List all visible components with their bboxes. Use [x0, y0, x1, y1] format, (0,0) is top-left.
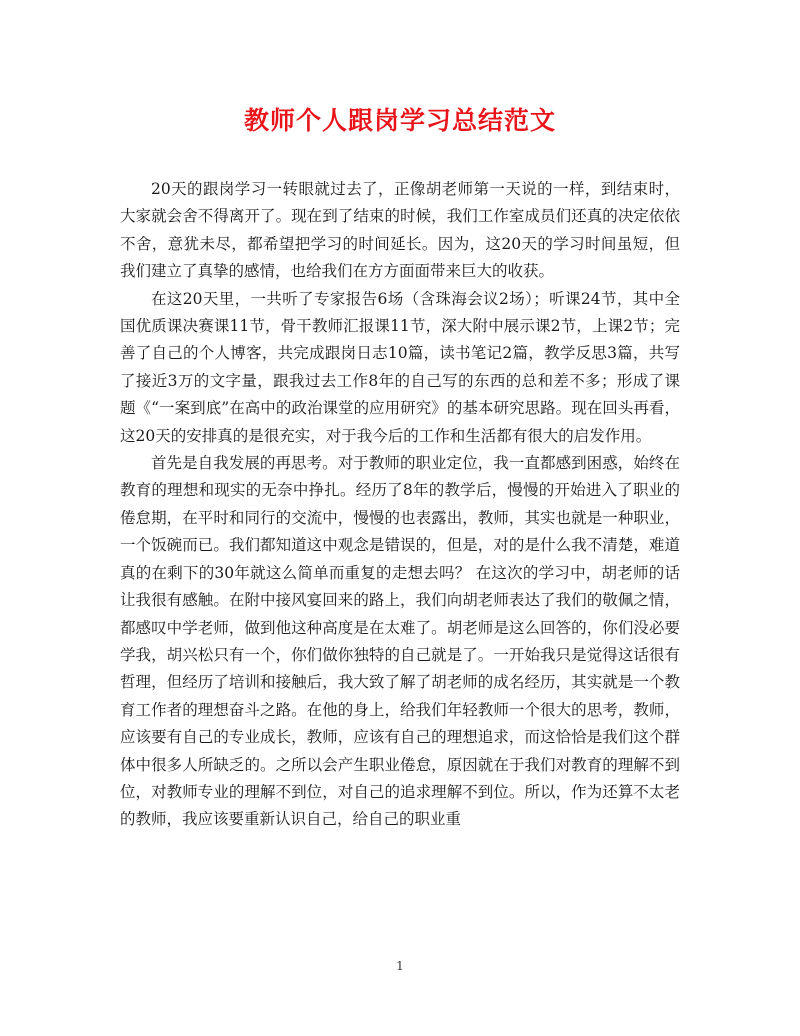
paragraph-3: 首先是自我发展的再思考。对于教师的职业定位，我一直都感到困惑，始终在教育的理想和现实的无奈中挣扎。经历了8年的教学后，慢慢的开始进入了职业的倦怠期，在平时和同行的交流中，慢慢的也表露出，教师，其实也就是一种职业，一个饭碗而已。我们都知道这中观念是错误的，但是，对的是什么我不清楚，难道真的在剩下的30年就这么简单而重复的走想去吗？ 在这次的学习中，胡老师的话让我很有感触。在附中接风宴回来的路上，我们向胡老师表达了我们的敬佩之情，都感叹中学老师，做到他这种高度是在太难了。胡老师是这么回答的，你们没必要学我，胡兴松只有一个，你们做你独特的自己就是了。一开始我只是觉得这话很有哲理，但经历了培训和接触后，我大致了解了胡老师的成名经历，其实就是一个教育工作者的理想奋斗之路。在他的身上，给我们年轻教师一个很大的思考，教师，应该要有自己的专业成长，教师，应该有自己的理想追求，而这恰恰是我们这个群体中很多人所缺乏的。之所以会产生职业倦怠，原因就在于我们对教育的理解不到位，对教师专业的理解不到位，对自己的追求理解不到位。所以，作为还算不太老的教师，我应该要重新认识自己，给自己的职业重	[120, 454, 680, 829]
document-title: 教师个人跟岗学习总结范文	[243, 106, 556, 135]
page-number: 1	[396, 959, 404, 973]
document-body	[120, 176, 680, 834]
paragraph-2: 在这20天里，一共听了专家报告6场（含珠海会议2场）；听课24节，其中全国优质课决赛课11节，骨干教师汇报课11节，深大附中展示课2节，上课2节；完善了自己的个人博客，共完成跟岗日志10篇，读书笔记2篇，教学反思3篇，共写了接近3万的文字量，跟我过去工作8年的自己写的东西的总和差不多；形成了课题《“一案到底”在高中的政治课堂的应用研究》的基本研究思路。现在回头再看，这20天的安排真的是很充实，对于我今后的工作和生活都有很大的启发作用。	[120, 289, 680, 445]
paragraph-1: 20天的跟岗学习一转眼就过去了，正像胡老师第一天说的一样，到结束时，大家就会舍不得离开了。现在到了结束的时候，我们工作室成员们还真的决定依依不舍，意犹未尽，都希望把学习的时间延长。因为，这20天的学习时间虽短，但我们建立了真挚的感情，也给我们在方方面面带来巨大的收获。	[120, 180, 680, 281]
